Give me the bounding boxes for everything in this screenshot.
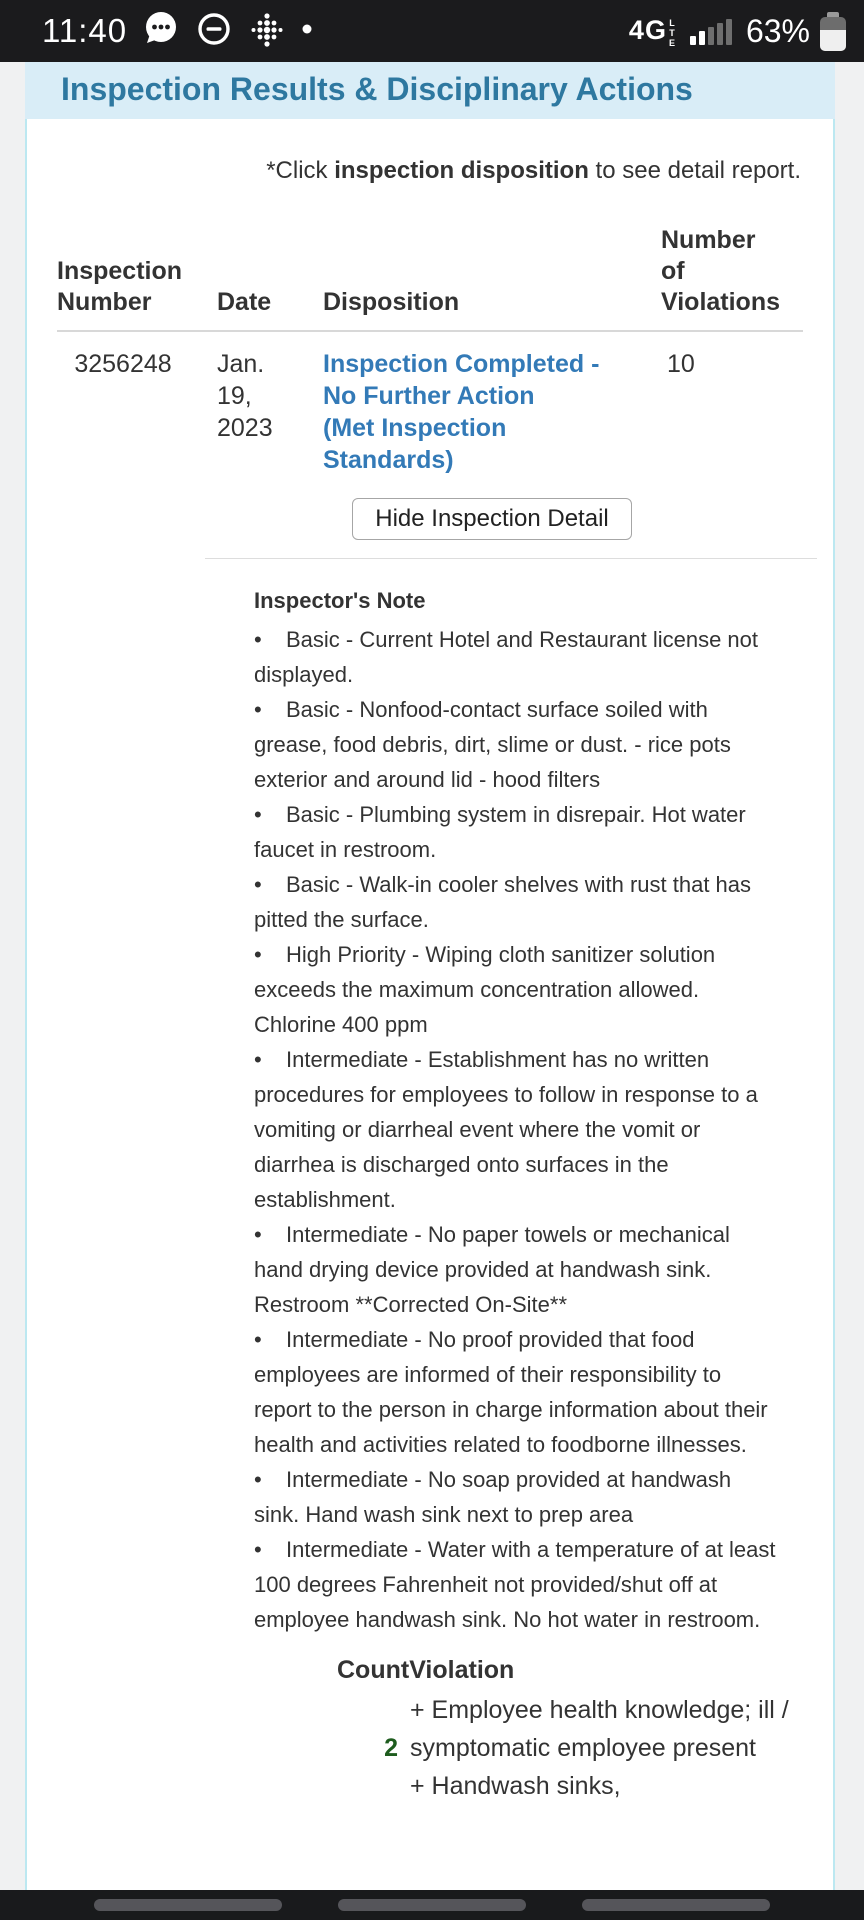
col-header-violations: Number of Violations <box>661 226 781 316</box>
violation-count: 2 <box>384 1734 398 1762</box>
detail-divider <box>205 558 817 559</box>
violation-summary-row <box>337 1691 833 1805</box>
violation-summary <box>337 1651 833 1805</box>
battery-percent: 63% <box>745 12 810 49</box>
violation-bullet: • Basic - Nonfood-contact surface soiled with grease, food debris, dirt, slime or dust. - rice pots exterior and around lid - hood filters <box>254 692 781 797</box>
violation-summary-header: CountViolation <box>337 1656 515 1684</box>
notification-dot <box>301 22 313 40</box>
violation-bullet: • Intermediate - No soap provided at handwash sink. Hand wash sink next to prep area <box>254 1462 781 1532</box>
violations-count-cell: 10 <box>667 350 695 378</box>
violation-bullet: • Basic - Plumbing system in disrepair. Hot water faucet in restroom. <box>254 797 781 867</box>
date-cell: Jan. 19, 2023 <box>217 350 273 442</box>
section-header <box>25 62 835 119</box>
violation-bullet: • Intermediate - Establishment has no written procedures for employees to follow in response to a vomiting or diarrheal event where the vomit or diarrhea is discharged onto surfaces in the establishment. <box>254 1042 781 1217</box>
status-bar <box>0 0 864 62</box>
disposition-line[interactable]: Inspection Completed - <box>323 350 600 378</box>
violation-summary-rows <box>337 1691 833 1805</box>
violation-bullet: • Basic - Current Hotel and Restaurant license not displayed. <box>254 622 781 692</box>
violation-description: + Employee health knowledge; ill / symptomatic employee present <box>410 1696 789 1762</box>
table-row <box>57 332 803 540</box>
violation-description: + Handwash sinks, <box>410 1772 621 1800</box>
disposition-link[interactable] <box>323 348 661 476</box>
click-instruction: *Click inspection disposition to see detail report. <box>266 157 801 184</box>
disposition-line[interactable]: Standards) <box>323 446 454 474</box>
disposition-line[interactable]: No Further Action <box>323 382 535 410</box>
col-header-date: Date <box>217 288 272 316</box>
page-title: Inspection Results & Disciplinary Actions <box>61 71 693 107</box>
violation-bullet: • Intermediate - No paper towels or mechanical hand drying device provided at handwash sink. Restroom **Corrected On-Site** <box>254 1217 781 1322</box>
hide-inspection-detail-button[interactable]: Hide Inspection Detail <box>352 498 631 540</box>
violation-descriptions <box>410 1691 792 1805</box>
violation-bullet: • High Priority - Wiping cloth sanitizer solution exceeds the maximum concentration allowed. Chlorine 400 ppm <box>254 937 781 1042</box>
fitbit-icon <box>248 10 286 53</box>
clock: 11:40 <box>42 12 128 49</box>
inspector-note-heading: Inspector's Note <box>254 588 426 613</box>
inspection-table <box>57 211 803 540</box>
violation-bullet: • Intermediate - Water with a temperature of at least 100 degrees Fahrenheit not provided/shut off at employee handwash sink. No hot water in restroom. <box>254 1532 781 1637</box>
inspector-note-section <box>254 583 781 1637</box>
inspection-card <box>25 119 835 1892</box>
home-button[interactable] <box>338 1899 526 1911</box>
violation-bullet: • Basic - Walk-in cooler shelves with rust that has pitted the surface. <box>254 867 781 937</box>
android-navigation-bar <box>0 1890 864 1920</box>
signal-strength-icon <box>690 18 732 45</box>
battery-icon <box>820 12 846 51</box>
violation-bullet: • Intermediate - No proof provided that food employees are informed of their responsibility to report to the person in charge information about their health and activities related to foodborne illnesses. <box>254 1322 781 1462</box>
recents-button[interactable] <box>94 1899 282 1911</box>
back-button[interactable] <box>582 1899 770 1911</box>
col-header-inspection-number: Inspection Number <box>57 257 183 316</box>
do-not-disturb-icon <box>195 10 233 53</box>
disposition-line[interactable]: (Met Inspection <box>323 414 507 442</box>
violation-bullet-list <box>254 622 781 1637</box>
table-header-row <box>57 211 803 332</box>
inspection-number-cell: 3256248 <box>74 350 172 378</box>
chat-bubble-icon <box>142 10 180 53</box>
network-type-indicator: 4G LTE <box>628 14 677 48</box>
col-header-disposition: Disposition <box>323 288 460 316</box>
disposition-cell <box>323 348 661 540</box>
